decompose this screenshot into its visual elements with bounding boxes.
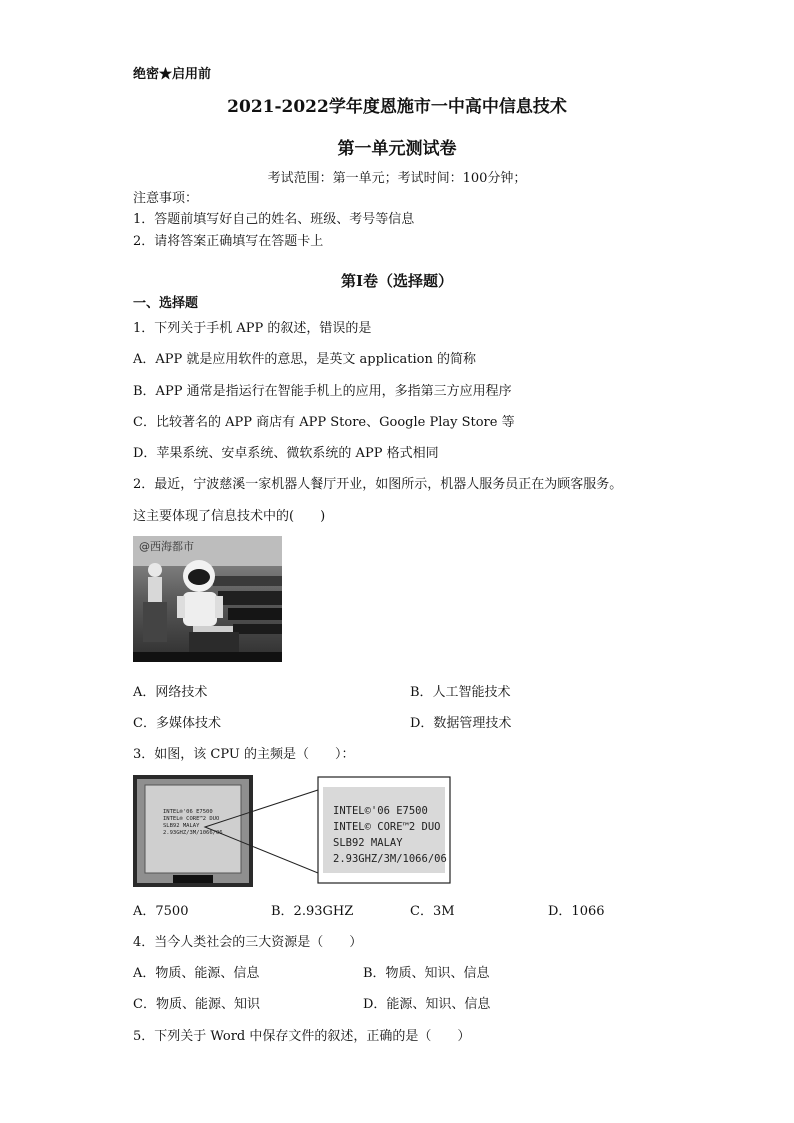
cpu-figure	[133, 775, 453, 887]
question-stem: 4．当今人类社会的三大资源是（ ）	[133, 935, 363, 950]
option-d: D．1066	[548, 904, 605, 919]
photo-watermark: @西海都市	[139, 540, 194, 553]
option-b: B．人工智能技术	[410, 685, 511, 700]
option-c: C．多媒体技术	[133, 716, 221, 731]
part-title: 一、选择题	[133, 296, 199, 311]
option-a: A．APP 就是应用软件的意思，是英文 application 的简称	[133, 352, 476, 367]
option-a: A．网络技术	[133, 685, 208, 700]
question-stem: 3．如图，该 CPU 的主频是（ ）：	[133, 747, 355, 762]
option-b: B．物质、知识、信息	[363, 966, 490, 981]
option-a: A．7500	[133, 904, 189, 919]
option-d: D．能源、知识、信息	[363, 997, 491, 1012]
option-d: D．数据管理技术	[410, 716, 512, 731]
exam-title: 2021-2022学年度恩施市一中高中信息技术	[227, 97, 567, 117]
option-d: D．苹果系统、安卓系统、微软系统的 APP 格式相同	[133, 446, 439, 461]
option-c: C．比较著名的 APP 商店有 APP Store、Google Play Store 等	[133, 415, 515, 430]
chip-label: INTEL®'06 E7500 INTEL® CORE™2 DUO SLB92 MALAY 2.93GHZ/3M/1066/06	[163, 809, 223, 836]
section-title: 第I卷（选择题）	[340, 272, 454, 290]
question-stem: 2．最近，宁波慈溪一家机器人餐厅开业，如图所示，机器人服务员正在为顾客服务。	[133, 477, 623, 492]
note-item: 2．请将答案正确填写在答题卡上	[133, 234, 324, 249]
question-stem: 5．下列关于 Word 中保存文件的叙述，正确的是（ ）	[133, 1029, 471, 1044]
chip-zoom-label: INTEL©'06 E7500 INTEL© CORE™2 DUO SLB92 MALAY 2.93GHZ/3M/1066/06	[333, 805, 447, 865]
exam-subtitle: 第一单元测试卷	[337, 139, 457, 159]
confidential-mark: 绝密★启用前	[133, 67, 212, 82]
question-stem-line2: 这主要体现了信息技术中的( )	[133, 509, 326, 524]
robot-restaurant-photo	[133, 536, 282, 662]
option-b: B．APP 通常是指运行在智能手机上的应用，多指第三方应用程序	[133, 384, 512, 399]
note-item: 1．答题前填写好自己的姓名、班级、考号等信息	[133, 212, 415, 227]
question-stem: 1．下列关于手机 APP 的叙述，错误的是	[133, 321, 372, 336]
exam-info: 考试范围：第一单元；考试时间：100分钟；	[267, 171, 527, 186]
option-c: C．3M	[410, 904, 455, 919]
option-a: A．物质、能源、信息	[133, 966, 260, 981]
option-b: B．2.93GHZ	[271, 904, 354, 919]
notes-heading: 注意事项：	[133, 191, 199, 206]
option-c: C．物质、能源、知识	[133, 997, 260, 1012]
